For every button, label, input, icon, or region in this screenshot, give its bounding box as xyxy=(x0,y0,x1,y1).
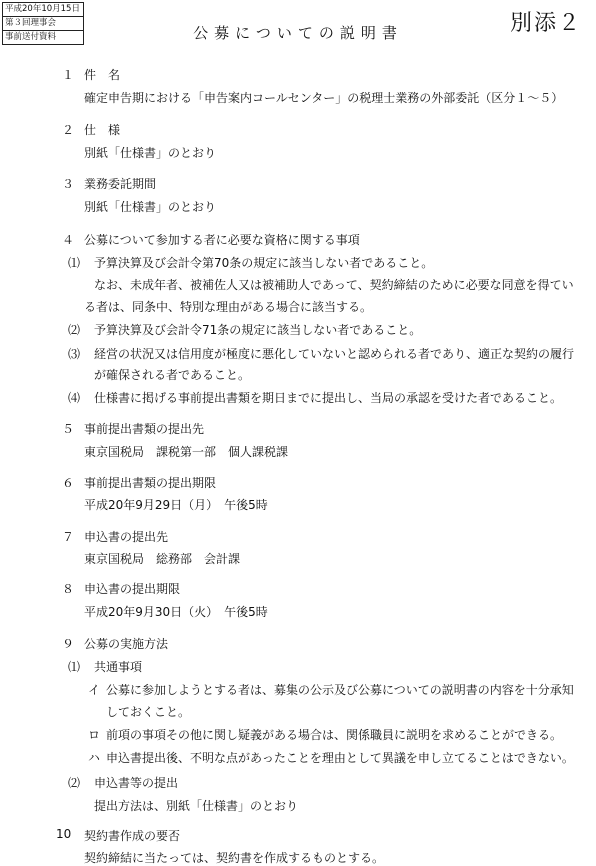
section-number: ８ xyxy=(62,582,75,596)
item-mark: ハ xyxy=(88,751,101,765)
item-text: 申込書提出後、不明な点があったことを理由として異議を申し立てることはできない。 xyxy=(106,751,574,765)
item-text: が確保される者であること。 xyxy=(94,368,251,382)
section-number: １ xyxy=(62,68,75,82)
item-text: 仕様書に掲げる事前提出書類を期日までに提出し、当局の承認を受けた者であること。 xyxy=(94,391,563,405)
section-text: 確定申告期における「申告案内コールセンター」の税理士業務の外部委託（区分１～５） xyxy=(84,91,564,105)
section-text: 契約締結に当たっては、契約書を作成するものとする。 xyxy=(84,851,385,865)
section-heading: 公募について参加する者に必要な資格に関する事項 xyxy=(84,233,360,247)
section-number: ２ xyxy=(62,123,75,137)
section-text: 東京国税局 課税第一部 個人課税課 xyxy=(84,445,289,459)
section-number: ５ xyxy=(62,422,75,436)
section-text: 東京国税局 総務部 会計課 xyxy=(84,552,241,566)
item-mark: ロ xyxy=(88,728,101,742)
item-mark: ⑶ xyxy=(68,347,81,361)
item-text: 予算決算及び会計令第70条の規定に該当しない者であること。 xyxy=(94,256,434,270)
section-heading: 事前提出書類の提出期限 xyxy=(84,476,217,490)
stamp-meeting: 第３回理事会 xyxy=(3,17,83,31)
section-heading: 申込書の提出先 xyxy=(84,530,169,544)
subsection-heading: 申込書等の提出 xyxy=(94,776,179,790)
item-mark: ⑵ xyxy=(68,323,81,337)
section-heading: 件 名 xyxy=(84,68,121,82)
item-text: なお、未成年者、被補佐人又は被補助人であって、契約締結のために必要な同意を得てい xyxy=(94,278,574,292)
item-mark: ⑷ xyxy=(68,391,81,405)
section-text: 平成20年9月29日（月） 午後5時 xyxy=(84,498,268,512)
item-text: 公募に参加しようとする者は、募集の公示及び公募についての説明書の内容を十分承知 xyxy=(106,683,574,697)
section-heading: 事前提出書類の提出先 xyxy=(84,422,205,436)
section-text: 別紙「仕様書」のとおり xyxy=(84,200,217,214)
subsection-mark: ⑴ xyxy=(68,660,81,674)
item-mark: ⑴ xyxy=(68,256,81,270)
section-number: ７ xyxy=(62,530,75,544)
item-text: 提出方法は、別紙「仕様書」のとおり xyxy=(94,799,299,813)
section-number: ３ xyxy=(62,177,75,191)
item-text: しておくこと。 xyxy=(106,705,191,719)
attachment-label: 別添２ xyxy=(509,11,582,36)
subsection-mark: ⑵ xyxy=(68,776,81,790)
section-number: ６ xyxy=(62,476,75,490)
section-heading: 公募の実施方法 xyxy=(84,637,169,651)
item-text: 予算決算及び会計令71条の規定に該当しない者であること。 xyxy=(94,323,422,337)
page-title: 公募についての説明書 xyxy=(193,24,403,42)
section-number: ９ xyxy=(62,637,75,651)
item-text: 経営の状況又は信用度が極度に悪化していないと認められる者であり、適正な契約の履行 xyxy=(94,347,575,361)
item-mark: イ xyxy=(88,683,101,697)
section-number: 10 xyxy=(56,827,72,841)
item-text: 前項の事項その他に関し疑義がある場合は、関係職員に説明を求めることができる。 xyxy=(106,728,563,742)
stamp-note: 事前送付資料 xyxy=(5,32,57,42)
stamp-date: 平成20年10月15日 xyxy=(3,3,83,17)
section-heading: 契約書作成の要否 xyxy=(84,829,181,843)
section-heading: 申込書の提出期限 xyxy=(84,582,181,596)
section-number: ４ xyxy=(62,233,75,247)
section-heading: 仕 様 xyxy=(84,123,121,137)
section-text: 別紙「仕様書」のとおり xyxy=(84,146,217,160)
item-text: る者は、同条中、特別な理由がある場合に該当する。 xyxy=(84,300,373,314)
section-heading: 業務委託期間 xyxy=(84,177,157,191)
section-text: 平成20年9月30日（火） 午後5時 xyxy=(84,605,268,619)
subsection-heading: 共通事項 xyxy=(94,660,143,674)
